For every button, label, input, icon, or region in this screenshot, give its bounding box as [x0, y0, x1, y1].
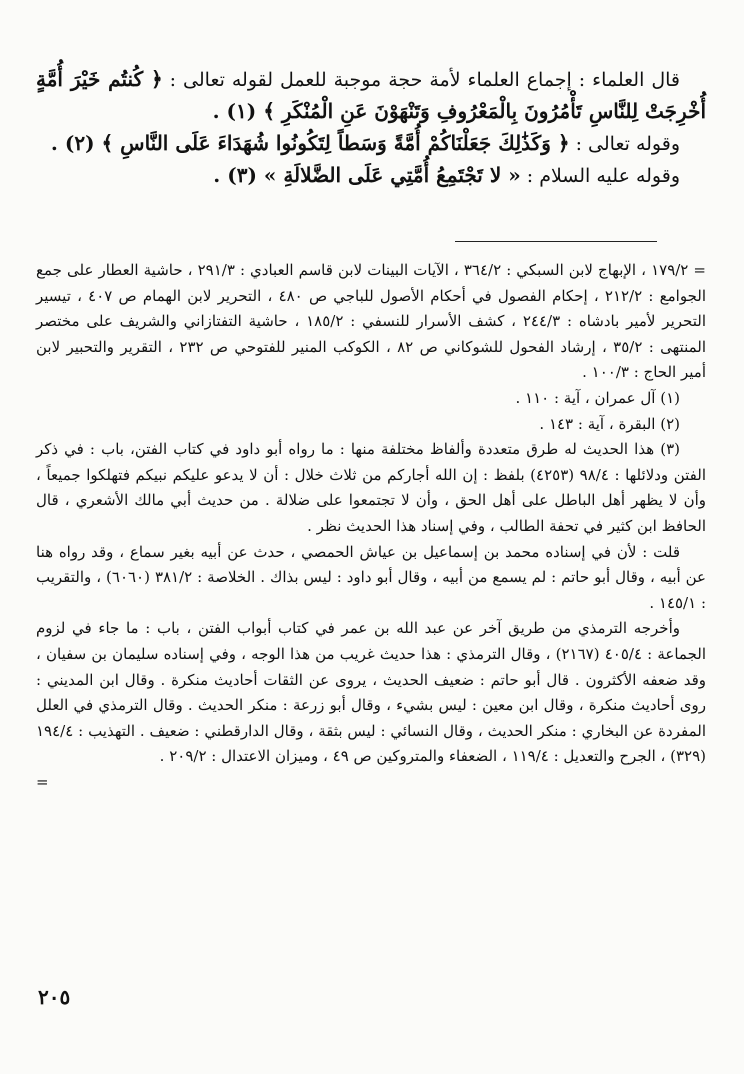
main-paragraph-2: [36, 128, 706, 160]
footnote-3-part-2: قلت : لأن في إسناده محمد بن إسماعيل بن عياش الحمصي ، حدث عن أبيه بغير سماع ، وقد رواه هنا عن أبيه ، وقال أبو حاتم : لم يسمع من أبيه ، وقال أبو داود : ليس بذاك . الخلاصة : ٣٨١/٢ (٦٠٦٠) ، والتقريب : ١٤٥/١ .: [36, 542, 706, 612]
footnote-continuation: = ١٧٩/٢ ، الإبهاج لابن السبكي : ٣٦٤/٢ ، الآيات البينات لابن قاسم العبادي : ٢٩١/٣ ، حاشية العطار على جمع الجوامع : ٢١٢/٢ ، إحكام الفصول في أحكام الأصول للباجي ص ٤٨٠ ، التحرير لابن الهمام ص ٤٠٧ ، تيسير التحرير لأمير بادشاه : ٢٤٤/٣ ، كشف الأسرار للنسفي : ١٨٥/٢ ، حاشية التفتازاني والشريف على مختصر المنتهى : ٣٥/٢ ، إرشاد الفحول للشوكاني ص ٨٢ ، الكوكب المنير للفتوحي ص ٢٣٢ ، التقرير والتحبير لابن أمير الحاج : ١٠٠/٣ .: [36, 261, 707, 382]
main-line-1: قال العلماء : إجماع العلماء لأمة حجة موجبة للعمل لقوله تعالى :: [169, 69, 681, 91]
footnote-3-part-1: (٣) هذا الحديث له طرق متعددة وألفاظ مختلفة منها : ما رواه أبو داود في كتاب الفتن، باب : في ذكر الفتن ودلائلها : ٩٨/٤ (٤٢٥٣) بلفظ : إن الله أجاركم من ثلاث خلال : أن لا يدعو عليكم نبيكم فتهلكوا جميعاً ، وأن لا يظهر أهل الباطل على أهل الحق ، وأن لا تجتمعوا على ضلالة . من حديث أبي مالك الأشعري ، قال الحافظ ابن كثير في تحفة الطالب ، وفي إسناد هذا الحديث نظر .: [36, 440, 706, 535]
footnote-continues-marker: =: [36, 772, 49, 791]
footnote-divider: [455, 241, 657, 242]
main-paragraph-1: [36, 64, 706, 128]
main-line-2: وقوله تعالى :: [575, 133, 680, 155]
hadith-text: « لا تَجْتَمِعُ أُمَّتِي عَلَى الضَّلالَةِ » (٣) .: [213, 163, 521, 187]
page-number: ٢٠٥: [38, 985, 71, 1009]
footnote-2: (٢) البقرة ، آية : ١٤٣ .: [539, 414, 680, 433]
main-line-3: وقوله عليه السلام :: [526, 165, 680, 187]
quran-verse-1: ﴿ كُنتُم خَيْرَ أُمَّةٍ أُخْرِجَتْ لِلنَّاسِ تَأْمُرُونَ بِالْمَعْرُوفِ وَتَنْهَوْنَ عَنِ الْمُنْكَرِ ﴾ (١) .: [36, 67, 706, 123]
footnote-3-part-3: وأخرجه الترمذي من طريق آخر عن عبد الله بن عمر في كتاب أبواب الفتن ، باب : ما جاء في لزوم الجماعة : ٤٠٥/٤ (٢١٦٧) ، وقال الترمذي : هذا حديث غريب من هذا الوجه ، وفي إسناده سليمان بن سفيان ، وقد ضعفه الأكثرون . قال أبو حاتم : ضعيف الحديث ، يروى عن الثقات أحاديث منكرة . وقال ابن المديني : روى أحاديث منكرة ، وقال ابن معين : ليس بشيء ، وقال أبو زرعة : منكر الحديث . وقال الترمذي في العلل المفردة عن البخاري : منكر الحديث ، وقال النسائي : ليس بثقة ، وقال الدارقطني : ضعيف . التهذيب : ١٩٤/٤ (٣٢٩) ، الجرح والتعديل : ١١٩/٤ ، الضعفاء والمتروكين ص ٤٩ ، وميزان الاعتدال : ٢٠٩/٢ .: [36, 619, 706, 766]
main-text: [36, 64, 706, 192]
quran-verse-2: ﴿ وَكَذَٰلِكَ جَعَلْنَاكُمْ أُمَّةً وَسَطاً لِتَكُونُوا شُهَدَاءَ عَلَى النَّاسِ ﴾ (٢) .: [50, 131, 570, 155]
footnote-1: (١) آل عمران ، آية : ١١٠ .: [515, 388, 680, 407]
main-paragraph-3: [36, 160, 706, 192]
footnotes: [36, 258, 706, 795]
